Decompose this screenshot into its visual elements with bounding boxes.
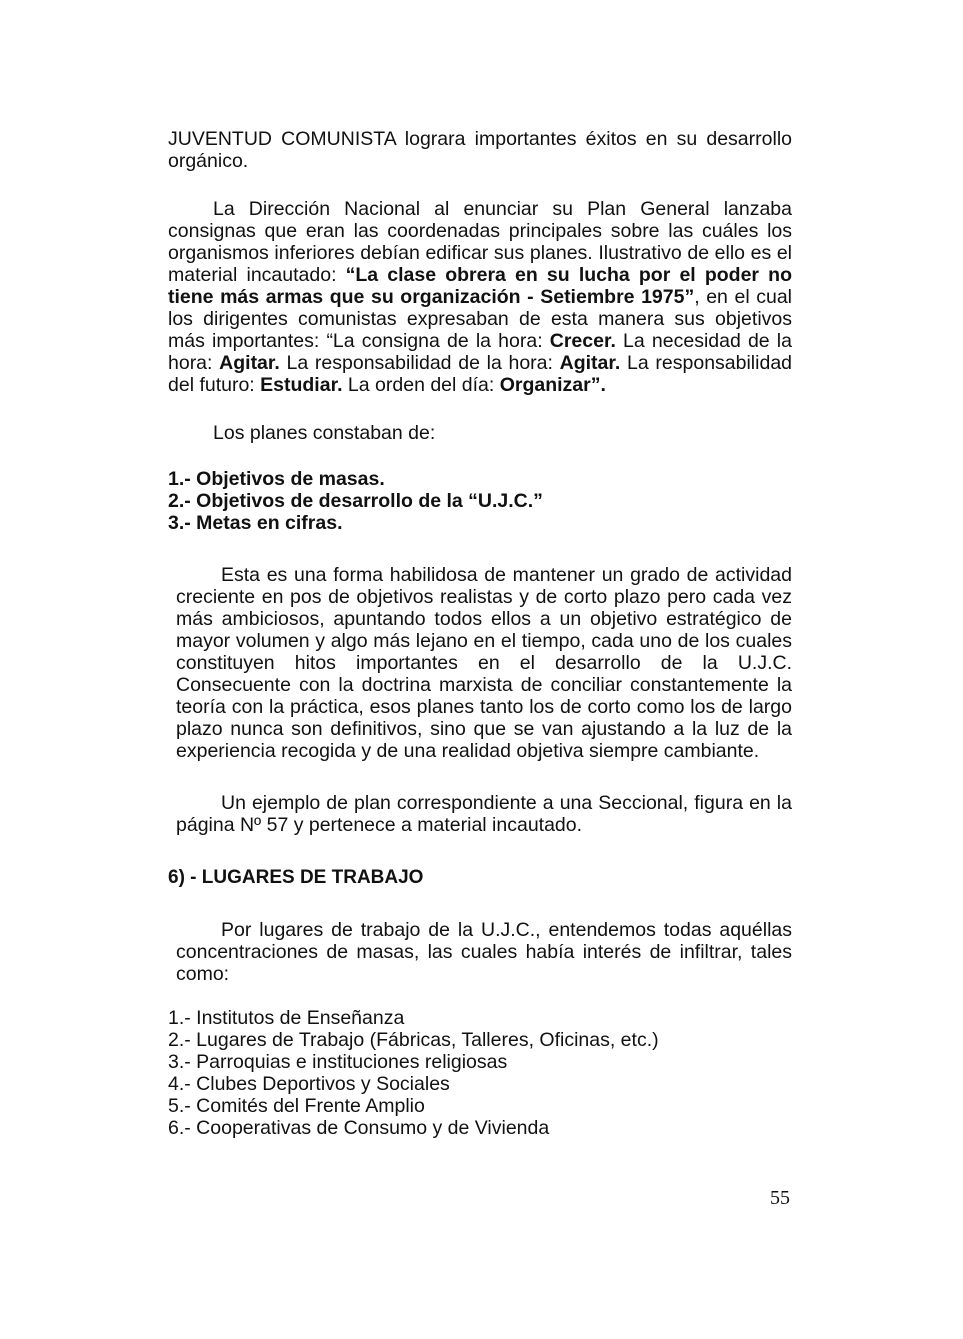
lugares-list [168, 1007, 792, 1139]
para1-text-6: La orden del día: [342, 374, 500, 396]
para1-bold-agitar-1: Agitar. [219, 352, 280, 374]
page-body [168, 128, 792, 1139]
para1-bold-organizar: Organizar”. [499, 374, 606, 396]
list-item: 1.- Institutos de Enseñanza [168, 1007, 405, 1029]
para1-text-1: La Dirección Nacional al enunciar su Plan General lanzaba consignas que eran las coordenadas principales sobre las cuáles los organismos inferiores debían edificar sus planes. Ilustrativo de ello es el material incautado: [168, 198, 792, 286]
list-item: 2.- Lugares de Trabajo (Fábricas, Talleres, Oficinas, etc.) [168, 1029, 659, 1051]
para1-text-5: La responsabilidad del futuro: [168, 352, 793, 396]
lugares-trabajo-paragraph: Por lugares de trabajo de la U.J.C., entendemos todas aquéllas concentraciones de masas, las cuales había interés de infiltrar, tales como: [176, 919, 792, 985]
para1-bold-title: “La clase obrera en su lucha por el poder no tiene más armas que su organización - Setiembre 1975” [168, 264, 792, 308]
direccion-nacional-paragraph [168, 198, 792, 396]
para1-text-2: , en el cual los dirigentes comunistas expresaban de esta manera sus objetivos más importantes: “La consigna de la hora: [168, 286, 793, 352]
planes-list [168, 468, 792, 534]
list-item: 4.- Clubes Deportivos y Sociales [168, 1073, 450, 1095]
forma-habilidosa-paragraph: Esta es una forma habilidosa de mantener un grado de actividad creciente en pos de objetivos realistas y de corto plazo pero cada vez más ambiciosos, apuntando todos ellos a un objetivo estratégico de mayor volumen y algo más lejano en el tiempo, cada uno de los cuales constituyen hitos importantes en el desarrollo de la U.J.C. Consecuente con la doctrina marxista de conciliar constantemente la teoría con la práctica, esos planes tanto los de corto como los de largo plazo nunca son definitivos, sino que se van ajustando a la luz de la experiencia recogida y de una realidad objetiva siempre cambiante. [176, 564, 792, 762]
section-heading: 6) - LUGARES DE TRABAJO [168, 867, 424, 888]
intro-paragraph: JUVENTUD COMUNISTA lograra importantes éxitos en su desarrollo orgánico. [168, 128, 792, 172]
list-item: 3.- Parroquias e instituciones religiosas [168, 1051, 508, 1073]
list-item: 6.- Cooperativas de Consumo y de Vivienda [168, 1117, 550, 1139]
para1-bold-crecer: Crecer. [549, 330, 616, 352]
list-item: 3.- Metas en cifras. [168, 512, 343, 534]
page-number: 55 [770, 1187, 790, 1209]
para1-bold-estudiar: Estudiar. [260, 374, 343, 396]
list-item: 1.- Objetivos de masas. [168, 468, 385, 490]
list-item: 2.- Objetivos de desarrollo de la “U.J.C.” [168, 490, 543, 512]
para1-bold-agitar-2: Agitar. [559, 352, 621, 374]
ejemplo-plan-paragraph: Un ejemplo de plan correspondiente a una Seccional, figura en la página Nº 57 y pertenece a material incautado. [176, 792, 792, 836]
para1-text-4: La responsabilidad de la hora: [279, 352, 560, 374]
para1-text-3: La necesidad de la hora: [168, 330, 792, 374]
planes-intro: Los planes constaban de: [213, 422, 436, 444]
list-item: 5.- Comités del Frente Amplio [168, 1095, 425, 1117]
